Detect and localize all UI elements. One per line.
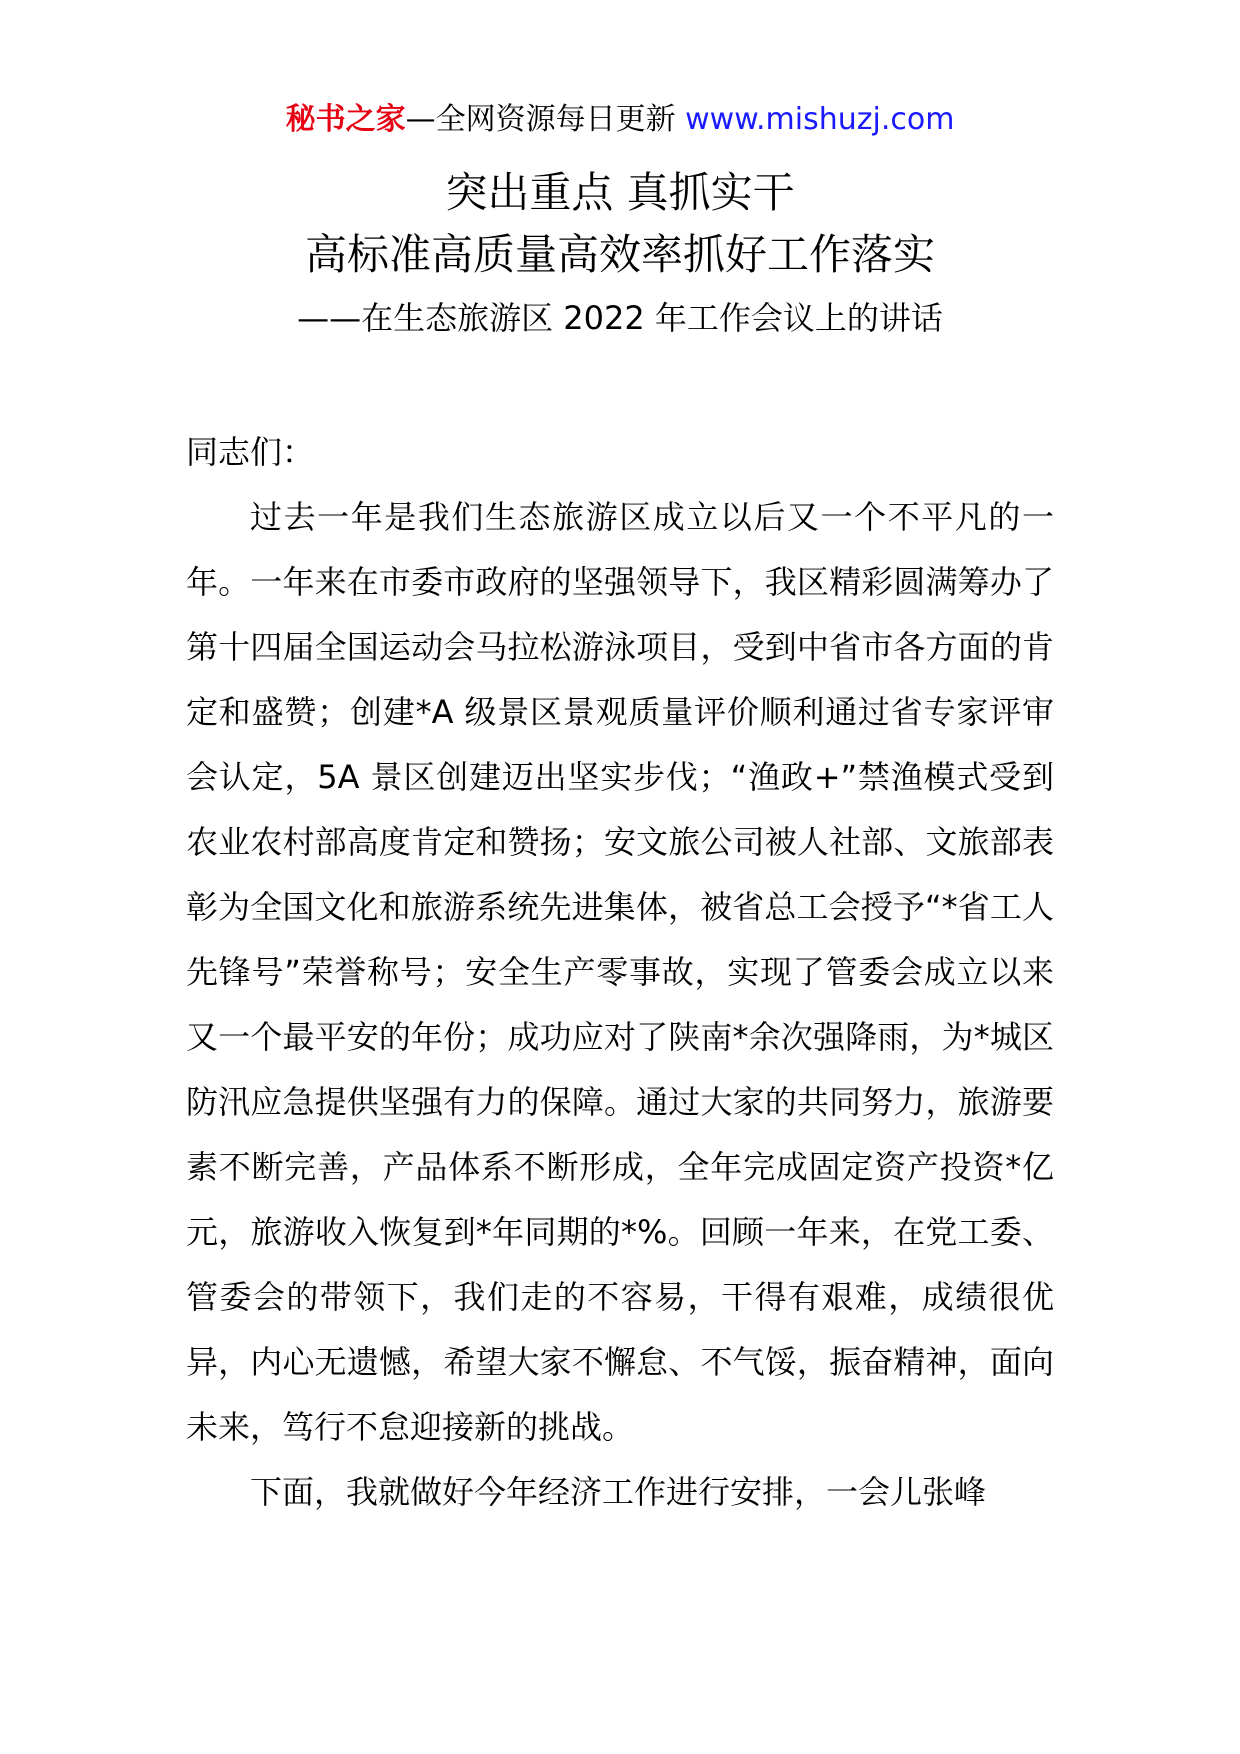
brand-tagline: —全网资源每日更新 (405, 102, 676, 137)
salutation: 同志们： (186, 433, 315, 471)
body-paragraph-2: 下面，我就做好今年经济工作进行安排，一会儿张峰 (250, 1473, 987, 1511)
document-body (186, 420, 1054, 1525)
document-subtitle: ——在生态旅游区 2022 年工作会议上的讲话 (297, 299, 943, 337)
document-title-line-2: 高标准高质量高效率抓好工作落实 (304, 230, 935, 279)
brand-name: 秘书之家 (285, 102, 406, 137)
document-title-line-1: 突出重点 真抓实干 (445, 168, 795, 217)
watermark-header (0, 100, 1240, 140)
body-paragraph-1: 过去一年是我们生态旅游区成立以后又一个不平凡的一年。一年来在市委市政府的坚强领导下，我区精彩圆满筹办了第十四届全国运动会马拉松游泳项目，受到中省市各方面的肯定和盛赞；创建*A 级景区景观质量评价顺利通过省专家评审会认定，5A 景区创建迈出坚实步伐；“渔政+”禁渔模式受到农业农村部高度肯定和赞扬；安文旅公司被人社部、文旅部表彰为全国文化和旅游系统先进集体，被省总工会授予“*省工人先锋号”荣誉称号；安全生产零事故，实现了管委会成立以来又一个最平安的年份；成功应对了陕南*余次强降雨，为*城区防汛应急提供坚强有力的保障。通过大家的共同努力，旅游要素不断完善，产品体系不断形成，全年完成固定资产投资*亿元，旅游收入恢复到*年同期的*%。回顾一年来，在党工委、管委会的带领下，我们走的不容易，干得有艰难，成绩很优异，内心无遗憾，希望大家不懈怠、不气馁，振奋精神，面向未来，笃行不怠迎接新的挑战。 (186, 498, 1054, 1446)
site-url-link[interactable]: www.mishuzj.com (685, 102, 955, 137)
